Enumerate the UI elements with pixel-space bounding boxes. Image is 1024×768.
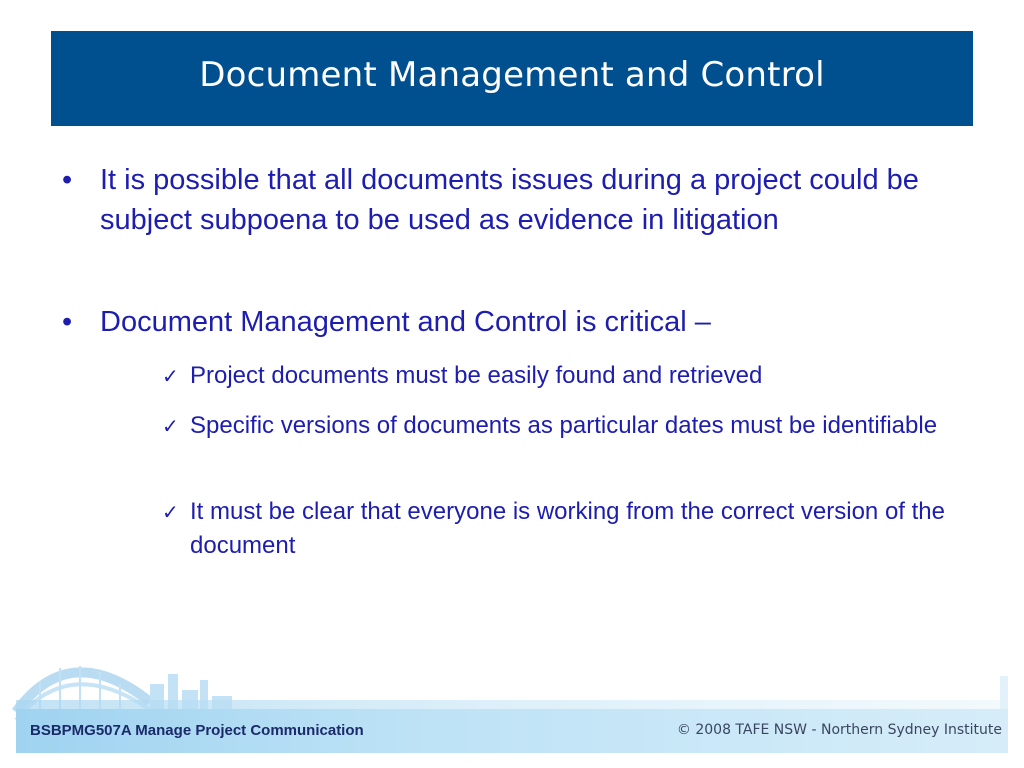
bullet-marker: • — [62, 164, 73, 196]
check-text: Specific versions of documents as particular dates must be identifiable — [190, 412, 938, 439]
course-code-label: BSBPMG507A Manage Project Communication — [30, 722, 364, 739]
check-text: Project documents must be easily found and retrieved — [190, 362, 763, 389]
checkmark-icon: ✓ — [162, 414, 179, 438]
checkmark-icon: ✓ — [162, 500, 179, 524]
slide-title: Document Management and Control — [199, 54, 825, 95]
copyright-label: © 2008 TAFE NSW - Northern Sydney Institute — [676, 722, 1002, 738]
bullet-text: It is possible that all documents issues during a project could be subject subpoena to be used as evidence in litigation — [100, 164, 919, 236]
bullet-item — [58, 160, 938, 240]
bullet-text: Document Management and Control is critical – — [100, 306, 711, 338]
check-item — [162, 495, 952, 563]
check-item — [162, 359, 952, 393]
bullet-item — [58, 302, 938, 342]
bullet-marker: • — [62, 306, 73, 338]
check-item — [162, 409, 952, 443]
check-text: It must be clear that everyone is working from the correct version of the document — [190, 498, 945, 559]
checkmark-icon: ✓ — [162, 364, 179, 388]
